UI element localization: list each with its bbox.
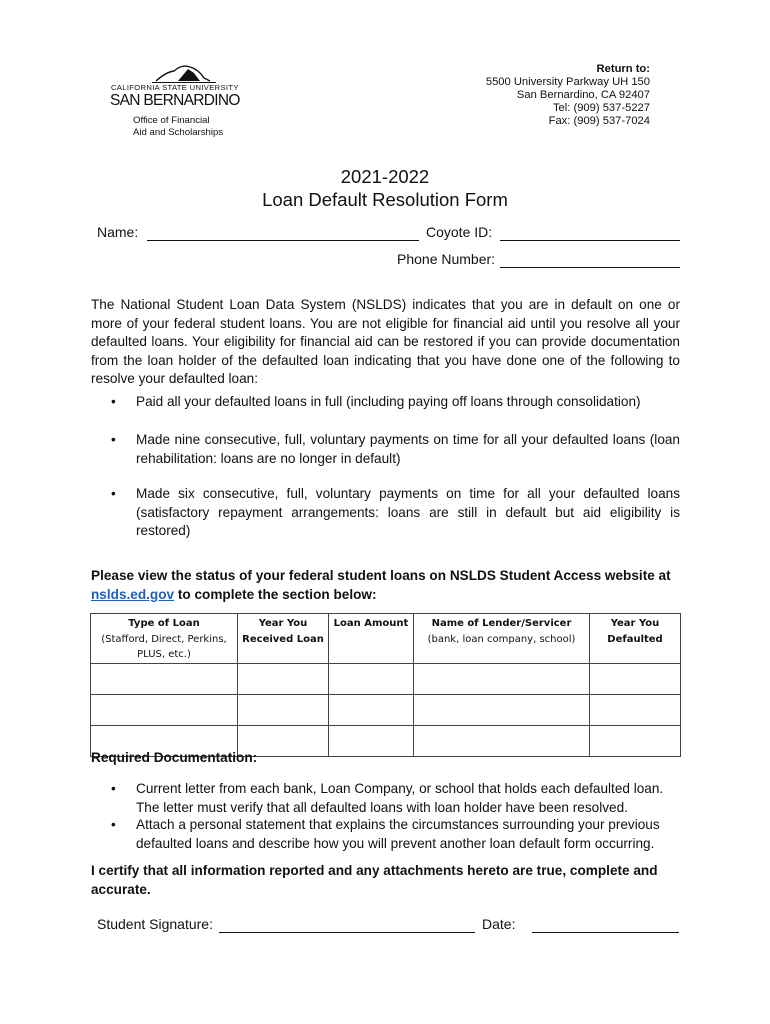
bullet-icon: •	[111, 394, 116, 409]
table-cell[interactable]	[329, 726, 414, 757]
header-year-defaulted: Year You Defaulted	[590, 614, 681, 664]
student-signature-field[interactable]	[219, 932, 475, 933]
logo-office-line1: Office of Financial	[133, 115, 210, 126]
intro-paragraph: The National Student Loan Data System (NSLDS) indicates that you are in default on one or more of your federal student loans. You are not eligible for financial aid until you resolve all your defaulted loans. Your eligibility for financial aid can be restored if you can provide documentation from the loan holder of the defaulted loan indicating that you have done one of the following to resolve your defaulted loan:	[91, 297, 680, 387]
nslds-text-before: Please view the status of your federal student loans on NSLDS Student Access website at	[91, 568, 671, 583]
table-row	[91, 664, 681, 695]
table-cell[interactable]	[414, 695, 590, 726]
mountain-logo-icon	[152, 60, 216, 84]
table-cell[interactable]	[590, 726, 681, 757]
required-documentation-title: Required Documentation:	[91, 750, 258, 765]
table-cell[interactable]	[414, 664, 590, 695]
table-cell[interactable]	[590, 664, 681, 695]
table-header-row	[91, 614, 681, 664]
date-label: Date:	[482, 916, 516, 932]
name-label: Name:	[97, 224, 139, 240]
bullet-icon: •	[111, 486, 116, 501]
nslds-link[interactable]: nslds.ed.gov	[91, 586, 175, 602]
phone-number-field[interactable]	[500, 267, 680, 268]
student-signature-label: Student Signature:	[97, 916, 213, 932]
return-line1: 5500 University Parkway UH 150	[485, 76, 650, 88]
bullet-icon: •	[111, 781, 116, 796]
logo-university-text: CALIFORNIA STATE UNIVERSITY	[111, 83, 239, 92]
certification-statement: I certify that all information reported and any attachments hereto are true, complete and accurate.	[91, 863, 658, 897]
table-cell[interactable]	[590, 695, 681, 726]
list-item-text: Current letter from each bank, Loan Company, or school that holds each defaulted loan. The letter must verify that all defaulted loans with loan holder have been resolved.	[136, 781, 664, 815]
logo-office-text	[133, 115, 223, 138]
bullet-icon: •	[111, 432, 116, 447]
list-item-text: Attach a personal statement that explains the circumstances surrounding your previous defaulted loans and describe how you will prevent another loan default form occurring.	[136, 817, 660, 851]
loan-table	[90, 613, 681, 757]
table-cell[interactable]	[91, 664, 238, 695]
coyote-id-label: Coyote ID:	[426, 224, 493, 240]
coyote-id-field[interactable]	[500, 240, 680, 241]
table-cell[interactable]	[238, 695, 329, 726]
name-field[interactable]	[147, 240, 419, 241]
return-title: Return to:	[596, 63, 650, 75]
return-line4: Fax: (909) 537-7024	[548, 115, 650, 127]
date-field[interactable]	[532, 932, 679, 933]
logo-campus-text: SAN BERNARDINO	[110, 92, 240, 109]
list-item-text: Made nine consecutive, full, voluntary payments on time for all your defaulted loans (loan rehabilitation: loans are no longer in default)	[136, 432, 680, 466]
header-lender-servicer: Name of Lender/Servicer (bank, loan company, school)	[414, 614, 590, 664]
table-row	[91, 695, 681, 726]
table-cell[interactable]	[91, 695, 238, 726]
return-address	[486, 63, 650, 128]
table-cell[interactable]	[414, 726, 590, 757]
bullet-icon: •	[111, 817, 116, 832]
table-cell[interactable]	[238, 664, 329, 695]
return-line3: Tel: (909) 537-5227	[552, 102, 650, 114]
university-logo	[110, 60, 255, 138]
nslds-instruction	[91, 567, 686, 604]
return-line2: San Bernardino, CA 92407	[516, 89, 650, 101]
list-item-text: Paid all your defaulted loans in full (including paying off loans through consolidation)	[136, 394, 641, 409]
form-year: 2021-2022	[340, 166, 430, 187]
header-loan-amount: Loan Amount	[329, 614, 414, 664]
header-type-of-loan: Type of Loan (Stafford, Direct, Perkins, PLUS, etc.)	[91, 614, 238, 664]
form-title: Loan Default Resolution Form	[262, 189, 508, 210]
logo-office-line2: Aid and Scholarships	[133, 126, 224, 138]
phone-number-label: Phone Number:	[397, 251, 496, 267]
nslds-text-after: to complete the section below:	[174, 586, 377, 602]
table-cell[interactable]	[329, 664, 414, 695]
header-year-received: Year You Received Loan	[238, 614, 329, 664]
table-cell[interactable]	[329, 695, 414, 726]
list-item-text: Made six consecutive, full, voluntary payments on time for all your defaulted loans (satisfactory repayment arrangements: loans are still in default but aid eligibility is restored)	[136, 486, 680, 539]
